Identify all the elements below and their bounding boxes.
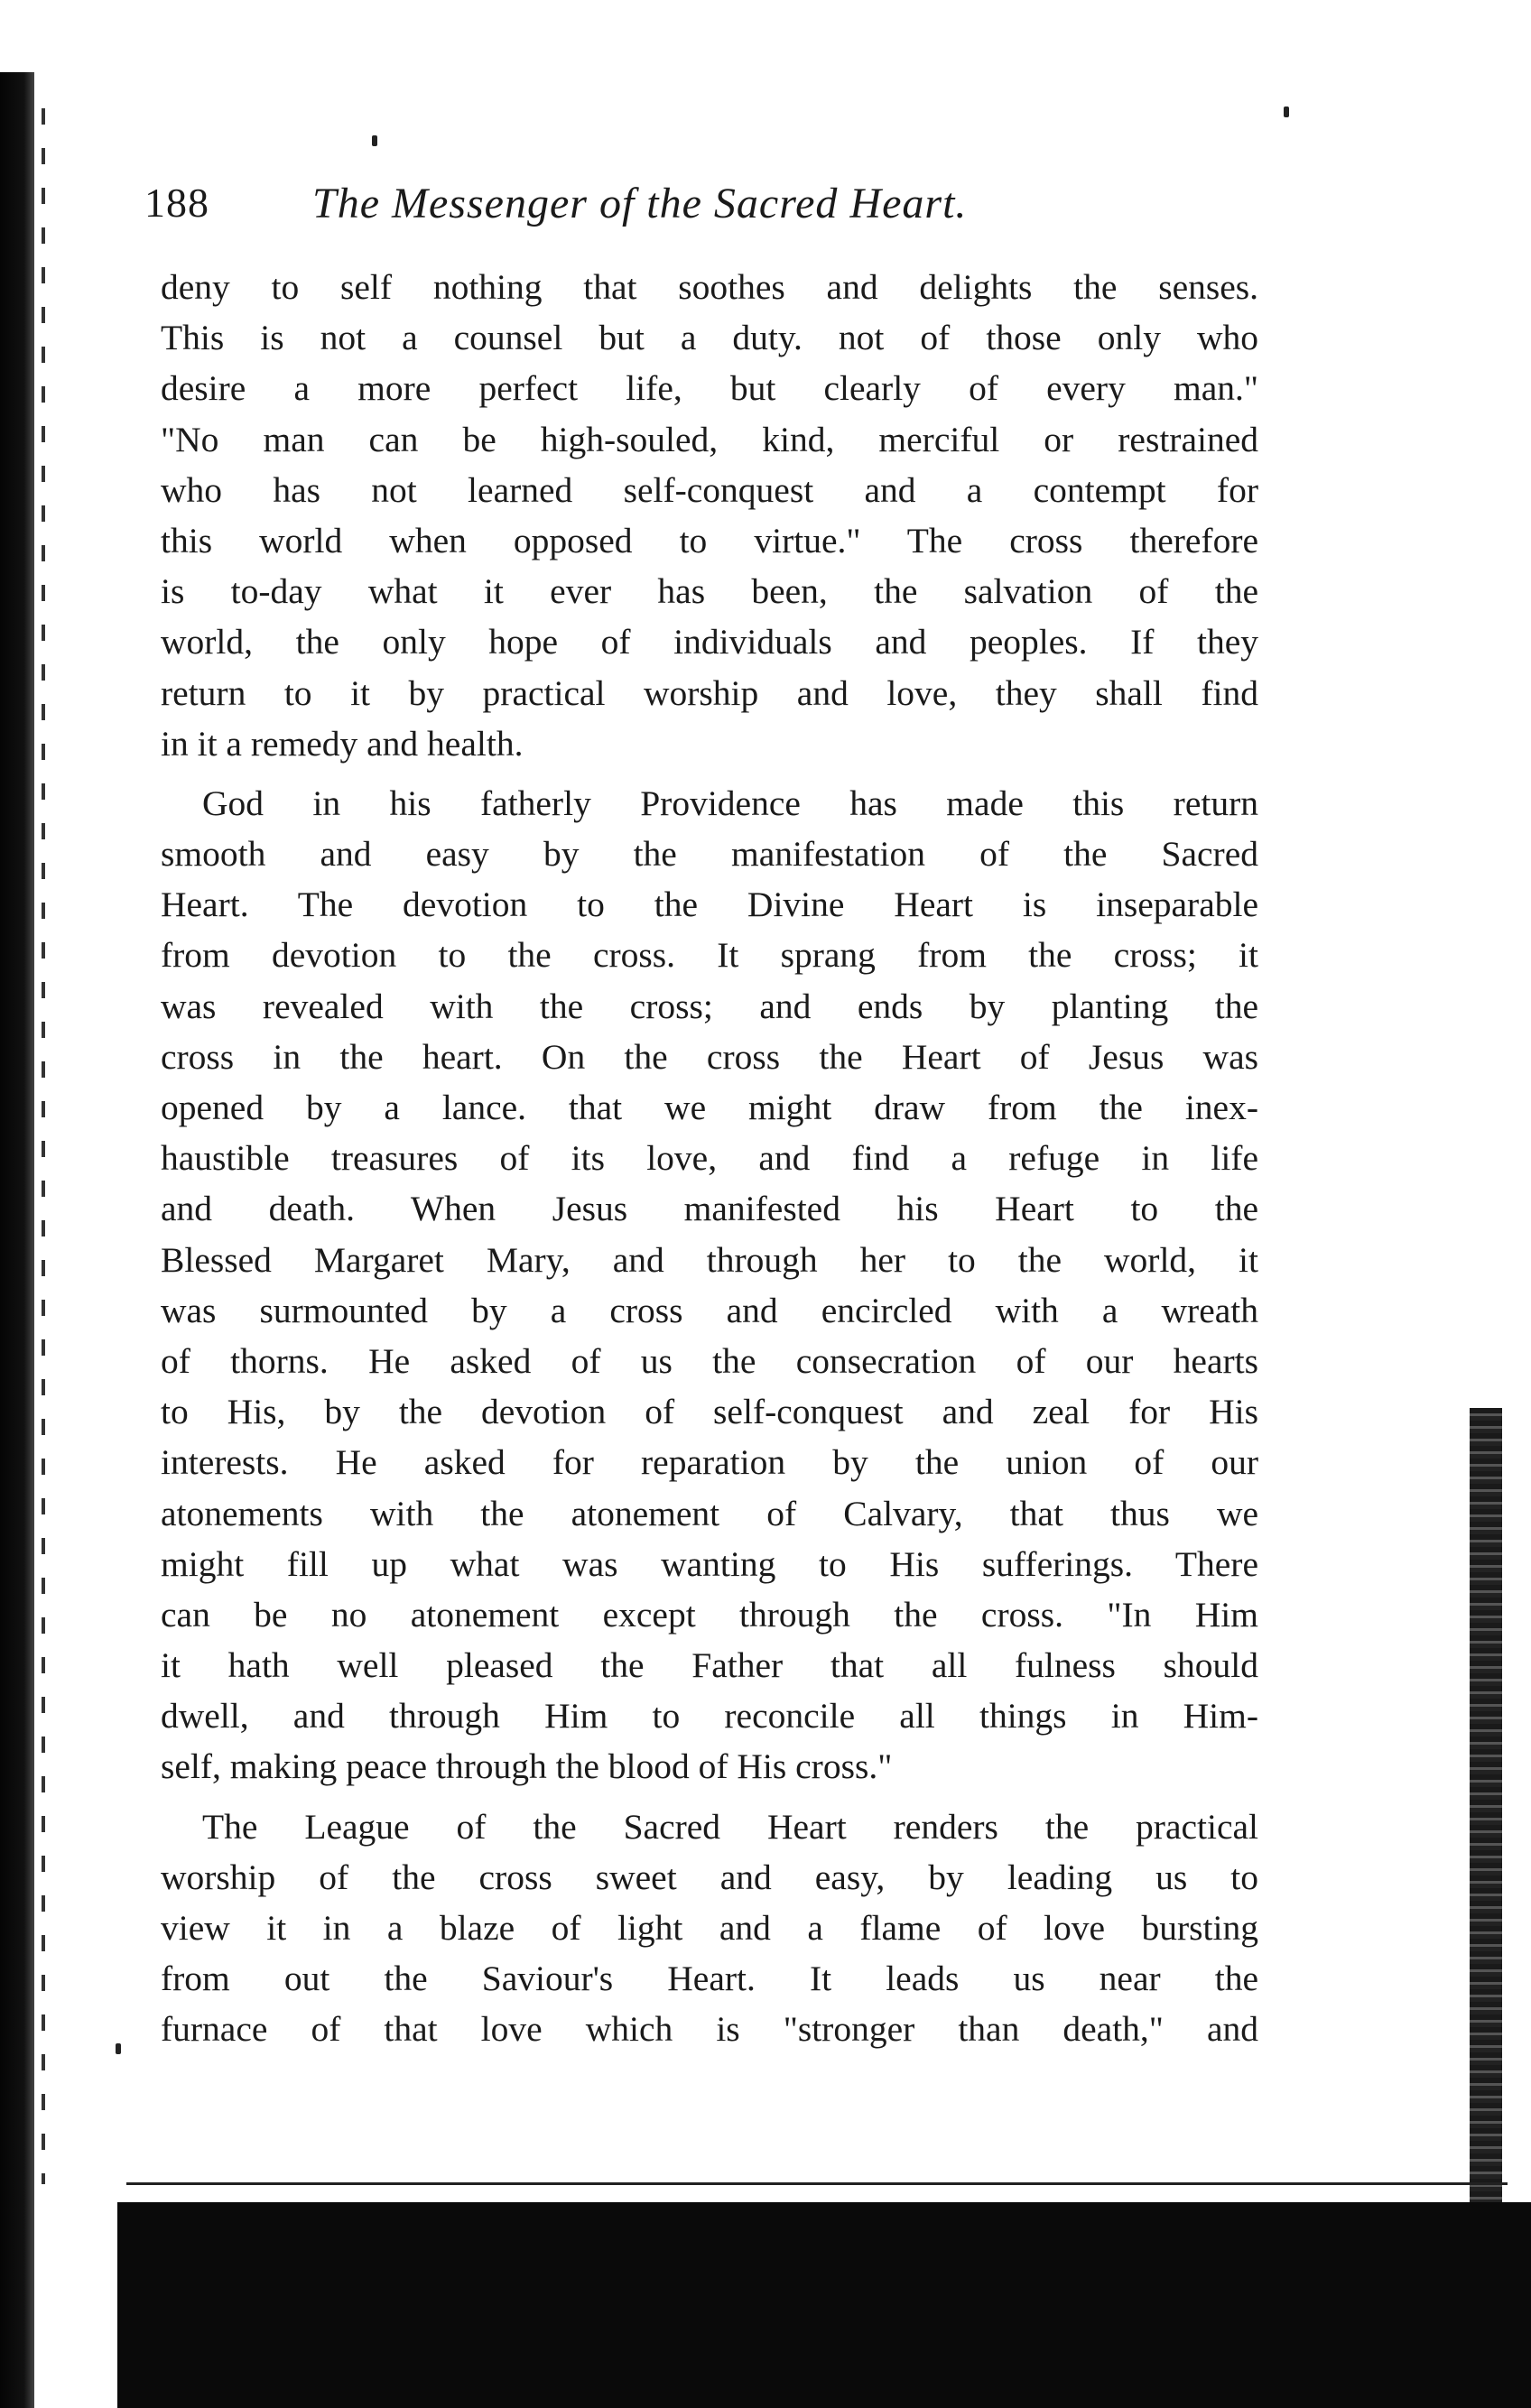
text-line: this world when opposed to virtue." The cross therefore xyxy=(161,520,1258,560)
text-line: interests. He asked for reparation by the union of our xyxy=(161,1442,1258,1483)
text-line: is to-day what it ever has been, the salvation of the xyxy=(161,571,1258,612)
text-line: was surmounted by a cross and encircled with a wreath xyxy=(161,1290,1258,1330)
scan-edge-dashes xyxy=(42,108,45,2184)
text-line: who has not learned self-conquest and a contempt for xyxy=(161,469,1258,510)
text-line: This is not a counsel but a duty. not of those only who xyxy=(161,318,1258,358)
text-line: view it in a blaze of light and a flame of love bursting xyxy=(161,1908,1258,1948)
text-line: dwell, and through Him to reconcile all things in Him- xyxy=(161,1696,1258,1737)
text-line: atonements with the atonement of Calvary, that thus we xyxy=(161,1493,1258,1533)
scan-bottom-rule xyxy=(126,2182,1508,2185)
text-line: might fill up what was wanting to His sufferings. There xyxy=(161,1543,1258,1584)
text-line: furnace of that love which is "stronger than death," and xyxy=(161,2009,1258,2050)
running-title: The Messenger of the Sacred Heart. xyxy=(312,180,968,227)
paragraph-1 xyxy=(161,262,1258,769)
paragraph-2 xyxy=(161,778,1258,1792)
text-line: was revealed with the cross; and ends by planting the xyxy=(161,986,1258,1026)
text-line: God in his fatherly Providence has made this return xyxy=(202,783,1258,823)
text-line: The League of the Sacred Heart renders the practical xyxy=(202,1806,1258,1847)
scan-edge-left xyxy=(0,72,34,2408)
text-line: "No man can be high-souled, kind, merciful or restrained xyxy=(161,419,1258,459)
text-line: cross in the heart. On the cross the Heart of Jesus was xyxy=(161,1036,1258,1077)
body-text xyxy=(161,262,1258,2055)
scan-speck xyxy=(372,135,377,146)
scan-speck xyxy=(116,2043,121,2054)
text-line: self, making peace through the blood of His cross." xyxy=(161,1746,893,1787)
text-line: of thorns. He asked of us the consecration of our hearts xyxy=(161,1340,1258,1381)
text-line: it hath well pleased the Father that all fulness should xyxy=(161,1645,1258,1686)
scan-bottom-band xyxy=(117,2202,1531,2408)
text-line: world, the only hope of individuals and peoples. If they xyxy=(161,622,1258,662)
text-line: Heart. The devotion to the Divine Heart is inseparable xyxy=(161,884,1258,925)
text-line: from devotion to the cross. It sprang from the cross; it xyxy=(161,935,1258,976)
text-line: haustible treasures of its love, and find a refuge in life xyxy=(161,1138,1258,1179)
text-line: return to it by practical worship and love, they shall find xyxy=(161,672,1258,713)
text-line: deny to self nothing that soothes and delights the senses. xyxy=(161,267,1258,307)
paragraph-3 xyxy=(161,1801,1258,2055)
text-line: in it a remedy and health. xyxy=(161,723,524,764)
text-line: can be no atonement except through the cross. "In Him xyxy=(161,1594,1258,1635)
page-number: 188 xyxy=(144,180,209,226)
text-line: worship of the cross sweet and easy, by leading us to xyxy=(161,1857,1258,1897)
text-line: and death. When Jesus manifested his Heart to the xyxy=(161,1189,1258,1229)
text-line: smooth and easy by the manifestation of the Sacred xyxy=(161,834,1258,875)
text-line: to His, by the devotion of self-conquest and zeal for His xyxy=(161,1392,1258,1432)
scan-speck xyxy=(1284,107,1289,117)
text-line: from out the Saviour's Heart. It leads us near the xyxy=(161,1959,1258,1999)
text-line: desire a more perfect life, but clearly of every man." xyxy=(161,368,1258,409)
page-header xyxy=(144,179,1264,251)
text-line: Blessed Margaret Mary, and through her to the world, it xyxy=(161,1239,1258,1280)
text-line: opened by a lance. that we might draw from the inex- xyxy=(161,1088,1258,1127)
